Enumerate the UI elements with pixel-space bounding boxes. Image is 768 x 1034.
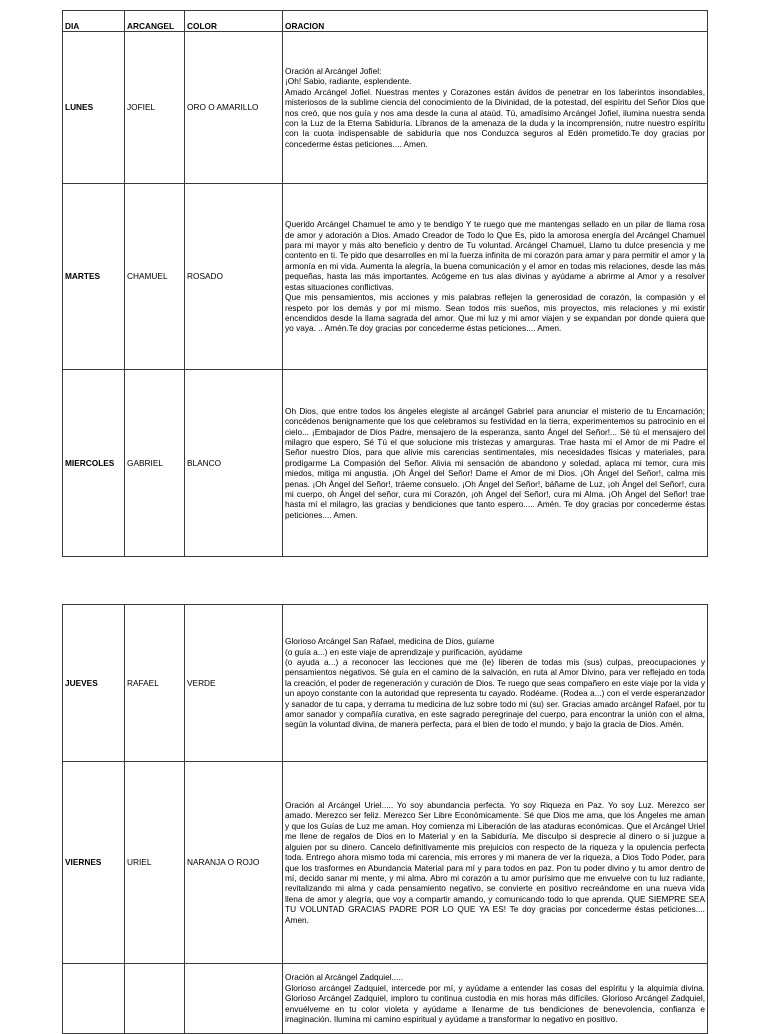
prayer-cell: Glorioso Arcángel San Rafael, medicina de Dios, guíame (o guía a...) en este viaje de aprendizaje y purificación, ayúdame (o ayuda a...) a reconocer las lecciones que me (le) liberen de todas mis (sus) culpas, preocupaciones y pensamientos negativos. Sé guía en el camino de la salvación, en ruta al Amor Divino, para ver reflejado en toda la creación, el poder de regeneración y curación de Dios. Te ruego que seas compañero en este viaje por la vida y un apoyo constante con la autoridad que representa tu cayado. Rodéame. (Rodea a...) con el verde esperanzador y sanador de tu capa, y derrama tu medicina de luz sobre todo mi (su) ser. Gracias amado arcángel Rafael, por tu amor sanador y compañía curativa, en este sagrado peregrinaje del cuerpo, para encontrar la unión con el alma, según la voluntad divina, de manera perfecta, para el bien de todo el mundo, y bajo la gracia de Dios. Amén.	[283, 605, 708, 762]
table-row	[63, 762, 708, 964]
table-row	[63, 605, 708, 762]
day-cell: VIERNES	[63, 762, 125, 964]
day-cell: MIERCOLES	[63, 370, 125, 557]
prayer-cell: Oración al Arcángel Jofiel: ¡Oh! Sabio, radiante, esplendente. Amado Arcángel Jofiel. Nuestras mentes y Corazones están ávidos de penetrar en los laberintos insondables, misteriosos de la sublime ciencia del conocimiento de la Divinidad, de la potestad, del espíritu del Señor Dios que nos creó, que nos guía y nos ama desde la cuna al ataúd. Tú, amadísimo Arcángel Jofiel, ilumina nuestra senda con la Luz de la Eterna Sabiduría. Líbranos de la amenaza de la duda y la incomprensión, nutre nuestro espíritu con la cuota indispensable de sabiduría que nos Conduzca seguros al Edén prometido.Te doy gracias por concederme éstas peticiones.... Amen.	[283, 32, 708, 184]
color-cell	[185, 964, 283, 1034]
prayer-cell: Oración al Arcángel Uriel..... Yo soy abundancia perfecta. Yo soy Riqueza en Paz. Yo soy Luz. Merezco ser amado. Merezco ser feliz. Merezco Ser Libre Económicamente. Sé que Dios me ama, que los Ángeles me aman y que los Guías de Luz me aman. Hoy comienza mi Liberación de las ataduras económicas. Que el Arcángel Uriel me llene de regalos de Dios en lo Material y en la Sabiduría. Me disculpo si desprecie al dinero o si juzgue a alguien por su dinero. Cancelo definitivamente mis prejuicios con respecto de la riqueza y la opulencia perfecta toda. Entrego ahora mismo toda mi carencia, mis errores y mi manera de ver la riqueza, a Dios Todo Poder, para que los trasformes en Abundancia Material para mí y para todos en paz. Pon tu poder divino y tu amor dentro de mí, decido sanar mi mente, y mi alma. Abro mi corazón a tu amor purísimo que me envuelve con tu luz radiante, revitalizando mi alma y cada pensamiento negativo, se convierte en positivo recreándome en una nueva vida llena de amor y alegría, que voy a compartir amando, y comunicando todo lo que aprenda. QUE SIEMPRE SEA TU VOLUNTAD GRACIAS PADRE POR LO QUE YA ES! Te doy gracias por concederme éstas peticiones.... Amen.	[283, 762, 708, 964]
archangel-cell: URIEL	[125, 762, 185, 964]
table-row	[63, 964, 708, 1034]
archangel-cell: JOFIEL	[125, 32, 185, 184]
prayer-table-two	[62, 604, 708, 1034]
day-cell	[63, 964, 125, 1034]
day-cell: MARTES	[63, 184, 125, 370]
header-dia: DIA	[63, 11, 125, 32]
header-row	[63, 11, 708, 32]
day-cell: LUNES	[63, 32, 125, 184]
prayer-table-one	[62, 10, 708, 557]
archangel-cell: RAFAEL	[125, 605, 185, 762]
color-cell: ROSADO	[185, 184, 283, 370]
archangel-cell: CHAMUEL	[125, 184, 185, 370]
prayer-cell: Querido Arcángel Chamuel te amo y te bendigo Y te ruego que me mantengas sellado en un pilar de llama rosa de amor y adoración a Dios. Amado Creador de Todo lo Que Es, pido la amorosa energía del Arcángel Chamuel para mi mayor y más alto beneficio y dentro de Tu voluntad. Arcángel Chamuel, Llamo tu dulce presencia y me contento en ti. Te pido que desarrolles en mí la fuerza infinita de mi corazón para amar y para permitir el amor y la armonía en mi vida. Aumenta la alegría, la buena comunicación y el amor en todas mis relaciones, desde las más pequeñas, hasta las más importantes. Acógeme en tus alas divinas y ayúdame a abrirme al Amor y a resolver estas situaciones conflictivas. Que mis pensamientos, mis acciones y mis palabras reflejen la generosidad de corazón, la compasión y el respeto por los demás y por mí mismo. Sean todos mis sueños, mis proyectos, mis relaciones y mi existir encendidos desde la llama sagrada del amor. Que mi luz y mi amor viajen y se expandan por donde quiera que yo vaya. .. Amén.Te doy gracias por concederme éstas peticiones.... Amen.	[283, 184, 708, 370]
table-row	[63, 370, 708, 557]
color-cell: VERDE	[185, 605, 283, 762]
color-cell: NARANJA O ROJO	[185, 762, 283, 964]
prayer-cell: Oración al Arcángel Zadquiel..... Glorioso arcángel Zadquiel, intercede por mí, y ayúdame a entender las cosas del espíritu y la alquimia divina. Glorioso Arcángel Zadquiel, imploro tu continua custodia en mis horas más difíciles. Glorioso Arcángel Zadquiel, envuélveme en tu color violeta y ayúdame a llenarme de tus bendiciones de benevolencia, confianza e imaginación. Ilumina mi camino espiritual y ayúdame a transformar lo negativo en positivo.	[283, 964, 708, 1034]
color-cell: ORO O AMARILLO	[185, 32, 283, 184]
prayer-cell: Oh Dios, que entre todos los ángeles elegiste al arcángel Gabriel para anunciar el misterio de tu Encarnación; concédenos benignamente que los que celebramos su festividad en la tierra, experimentemos su patrocinio en el cielo... ¡Embajador de Dios Padre, mensajero de la esperanza, santo Ángel del Señor!... Sé tú el mensajero del milagro que espero, Sé Tú el que solucione mis tristezas y amarguras. Trae hasta mí el Amor de mi Padre el Señor nuestro Dios, para que alivie mis carencias sentimentales, mis necesidades físicas y materiales, para prodigarme La Compasión del Señor. Alivia mi sensación de abandono y soledad, aplaca mi temor, cura mis miedos, mitiga mi angustia. ¡Oh Ángel del Señor! Dame el Amor de mi Dios. ¡Oh Ángel del Señor!, calma mis penas. ¡Oh Ángel del Señor!, tráeme consuelo. ¡Oh Ángel del Señor!, báñame de Luz, ¡oh Ángel del Señor!, cura mi cuerpo, oh Ángel del señor, cura mi Corazón, ¡oh Ángel del Señor!, cura mi Alma. ¡Oh Ángel del Señor! trae hasta mí el milagro, las gracias y bendiciones que tanto espero..... Amén. Te doy gracias por concederme éstas peticiones.... Amen.	[283, 370, 708, 557]
archangel-cell	[125, 964, 185, 1034]
header-oracion: ORACION	[283, 11, 708, 32]
header-arcangel: ARCANGEL	[125, 11, 185, 32]
archangel-cell: GABRIEL	[125, 370, 185, 557]
header-color: COLOR	[185, 11, 283, 32]
day-cell: JUEVES	[63, 605, 125, 762]
table-row	[63, 32, 708, 184]
table-row	[63, 184, 708, 370]
color-cell: BLANCO	[185, 370, 283, 557]
